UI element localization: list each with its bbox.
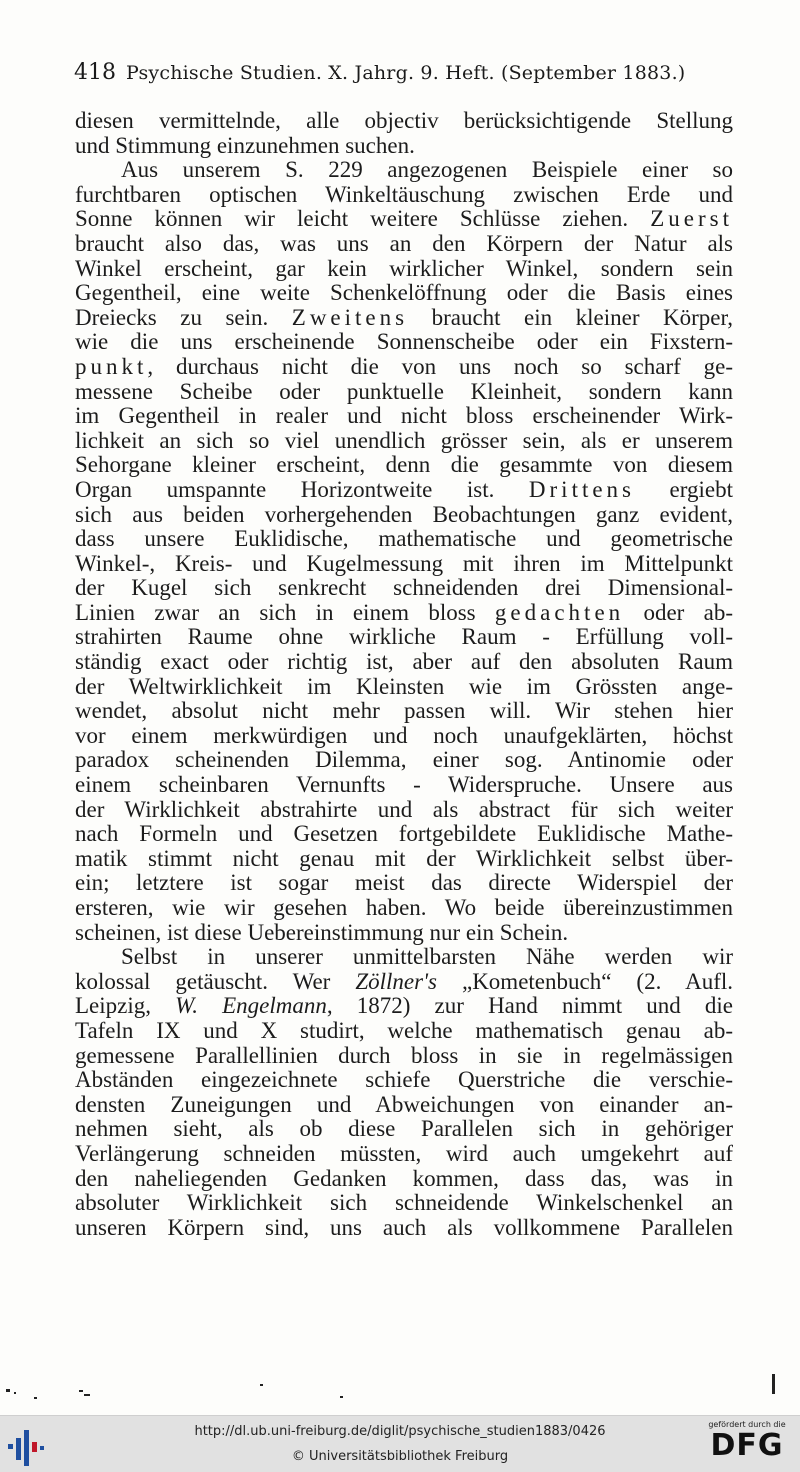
text-line xyxy=(75,183,733,208)
text-segment: dass unsere Euklidische, mathematische und geometrische xyxy=(75,527,733,552)
text-line xyxy=(75,601,733,626)
text-line xyxy=(75,945,733,970)
text-segment: und Stimmung einzunehmen suchen. xyxy=(75,133,415,158)
text-line xyxy=(75,994,733,1019)
text-line xyxy=(75,847,733,872)
text-segment: wendet, absolut nicht mehr passen will. Wir stehen hier xyxy=(75,699,733,724)
text-line xyxy=(75,453,733,478)
text-segment: braucht ein kleiner Körper, xyxy=(408,305,733,330)
text-line xyxy=(75,355,733,380)
text-line xyxy=(75,281,733,306)
emphasized-word: punkt xyxy=(75,354,148,379)
text-segment: vor einem merkwürdigen und noch unaufgeklärten, höchst xyxy=(75,723,733,748)
text-segment: oder ab- xyxy=(624,600,733,625)
text-segment: im Gegentheil in realer und nicht bloss erscheinender Wirk- xyxy=(75,404,733,429)
text-line xyxy=(75,724,733,749)
text-segment: Organ umspannte Horizontweite ist. xyxy=(75,477,529,502)
text-segment: ersteren, wie wir gesehen haben. Wo beide übereinzustimmen xyxy=(75,896,733,920)
text-line xyxy=(75,207,733,232)
running-header xyxy=(74,60,696,88)
text-segment: nehmen sieht, als ob diese Parallelen sich in gehöriger xyxy=(75,1117,733,1142)
text-segment: Abständen eingezeichnete schiefe Querstriche die verschie- xyxy=(75,1068,733,1093)
text-line xyxy=(75,1216,733,1241)
text-segment: wie die uns erscheinende Sonnenscheibe oder ein Fixstern- xyxy=(75,330,733,355)
text-line xyxy=(75,576,733,601)
header-title: Psychische Studien. X. Jahrg. 9. Heft. (September 1883.) xyxy=(126,62,686,84)
text-segment: Leipzig, xyxy=(75,994,176,1019)
text-segment: Winkel erscheint, gar kein wirklicher Winkel, sondern sein xyxy=(75,256,733,281)
dfg-funding-note: gefördert durch die xyxy=(708,1420,786,1429)
library-footer xyxy=(0,1415,800,1472)
emphasized-word: gedachten xyxy=(494,600,625,625)
body-text xyxy=(75,109,733,1240)
text-segment: , durchaus nicht die von uns noch so scharf ge- xyxy=(147,354,733,379)
text-segment: messene Scheibe oder punktuelle Kleinheit, sondern kann xyxy=(75,379,733,404)
text-segment: ein; letztere ist sogar meist das directe Widerspiel der xyxy=(75,871,733,896)
text-line xyxy=(75,1142,733,1167)
text-line xyxy=(75,748,733,773)
text-segment: der Kugel sich senkrecht schneidenden drei Dimensional- xyxy=(75,576,733,601)
text-segment: absoluter Wirklichkeit sich schneidende Winkelschenkel an xyxy=(75,1191,733,1216)
page-number: 418 xyxy=(74,60,116,85)
text-line xyxy=(75,798,733,823)
text-segment: Tafeln IX und X studirt, welche mathematisch genau ab- xyxy=(75,1018,733,1043)
text-segment: braucht also das, was uns an den Körpern der Natur als xyxy=(75,231,733,256)
text-line xyxy=(75,1019,733,1044)
text-line xyxy=(75,1093,733,1118)
emphasized-word: Zuerst xyxy=(650,207,733,232)
source-url-link[interactable]: http://dl.ub.uni-freiburg.de/diglit/psychische_studien1883/0426 xyxy=(194,1424,606,1439)
text-line xyxy=(75,158,733,183)
text-line xyxy=(75,773,733,798)
text-line xyxy=(75,625,733,650)
text-line xyxy=(75,109,733,134)
text-line xyxy=(75,896,733,921)
text-line xyxy=(75,650,733,675)
text-line xyxy=(75,675,733,700)
text-line xyxy=(75,822,733,847)
text-segment: gemessene Parallellinien durch bloss in sie in regelmässigen xyxy=(75,1043,733,1068)
text-segment: der Weltwirklichkeit im Kleinsten wie im Grössten ange- xyxy=(75,674,733,699)
text-segment: kolossal getäuscht. Wer xyxy=(75,969,356,994)
text-segment: lichkeit an sich so viel unendlich grösser sein, als er unserem xyxy=(75,428,733,453)
text-segment: Sonne können wir leicht weitere Schlüsse ziehen. xyxy=(75,207,651,232)
text-segment: furchtbaren optischen Winkeltäuschung zwischen Erde und xyxy=(75,182,733,207)
scan-specks xyxy=(0,1370,800,1410)
text-line xyxy=(75,527,733,552)
copyright-notice: © Universitätsbibliothek Freiburg xyxy=(291,1449,509,1464)
text-line xyxy=(75,134,733,159)
text-segment: ständig exact oder richtig ist, aber auf den absoluten Raum xyxy=(75,650,733,675)
text-line xyxy=(75,970,733,995)
text-segment: Dreiecks zu sein. xyxy=(75,305,292,330)
text-line xyxy=(75,380,733,405)
text-line xyxy=(75,921,733,946)
text-segment: unseren Körpern sind, uns auch als vollkommene Parallelen xyxy=(75,1215,733,1240)
text-segment: ergiebt xyxy=(635,477,733,502)
emphasized-word: Drittens xyxy=(528,477,636,502)
italic-name: Zöllner's xyxy=(355,969,437,994)
text-line xyxy=(75,404,733,429)
text-segment: paradox scheinenden Dilemma, einer sog. Antinomie oder xyxy=(75,748,733,773)
text-segment: der Wirklichkeit abstrahirte und als abstract für sich weiter xyxy=(75,797,733,822)
text-line xyxy=(75,1044,733,1069)
dfg-logo xyxy=(702,1420,792,1470)
text-line xyxy=(75,1117,733,1142)
text-segment: den naheliegenden Gedanken kommen, dass das, was in xyxy=(75,1166,733,1191)
text-segment: Aus unserem S. 229 angezogenen Beispiele einer so xyxy=(121,158,733,183)
text-line xyxy=(75,257,733,282)
text-line xyxy=(75,699,733,724)
text-line xyxy=(75,478,733,503)
emphasized-word: Zweitens xyxy=(291,305,409,330)
text-segment: nach Formeln und Gesetzen fortgebildete Euklidische Mathe- xyxy=(75,822,733,847)
text-segment: densten Zuneigungen und Abweichungen von einander an- xyxy=(75,1092,733,1117)
text-line xyxy=(75,871,733,896)
dfg-wordmark: DFG xyxy=(710,1428,784,1463)
text-line xyxy=(75,306,733,331)
text-line xyxy=(75,503,733,528)
text-segment: sich aus beiden vorhergehenden Beobachtungen ganz evident, xyxy=(75,502,733,527)
text-segment: Winkel-, Kreis- und Kugelmessung mit ihren im Mittelpunkt xyxy=(75,551,733,576)
text-line xyxy=(75,1167,733,1192)
text-segment: Sehorgane kleiner erscheint, denn die gesammte von diesem xyxy=(75,453,733,478)
text-segment: diesen vermittelnde, alle objectiv berücksichtigende Stellung xyxy=(75,109,733,133)
text-segment: matik stimmt nicht genau mit der Wirklichkeit selbst über- xyxy=(75,846,733,871)
text-segment: Linien zwar an sich in einem bloss xyxy=(75,600,495,625)
text-segment: Selbst in unserer unmittelbarsten Nähe werden wir xyxy=(121,945,733,970)
text-line xyxy=(75,232,733,257)
text-line xyxy=(75,1068,733,1093)
text-segment: einem scheinbaren Vernunfts - Widerspruche. Unsere aus xyxy=(75,773,733,798)
text-segment: Verlängerung schneiden müssten, wird auch umgekehrt auf xyxy=(75,1141,733,1166)
text-segment: , 1872) zur Hand nimmt und die xyxy=(326,994,733,1019)
italic-name: W. Engelmann xyxy=(175,994,327,1019)
text-segment: scheinen, ist diese Uebereinstimmung nur ein Schein. xyxy=(75,920,569,945)
text-segment: Gegentheil, eine weite Schenkelöffnung oder die Basis eines xyxy=(75,281,733,306)
text-segment: „Kometenbuch“ (2. Aufl. xyxy=(436,969,733,994)
text-line xyxy=(75,429,733,454)
text-line xyxy=(75,330,733,355)
text-line xyxy=(75,1191,733,1216)
text-segment: strahirten Raume ohne wirkliche Raum - Erfüllung voll- xyxy=(75,625,733,650)
text-line xyxy=(75,552,733,577)
